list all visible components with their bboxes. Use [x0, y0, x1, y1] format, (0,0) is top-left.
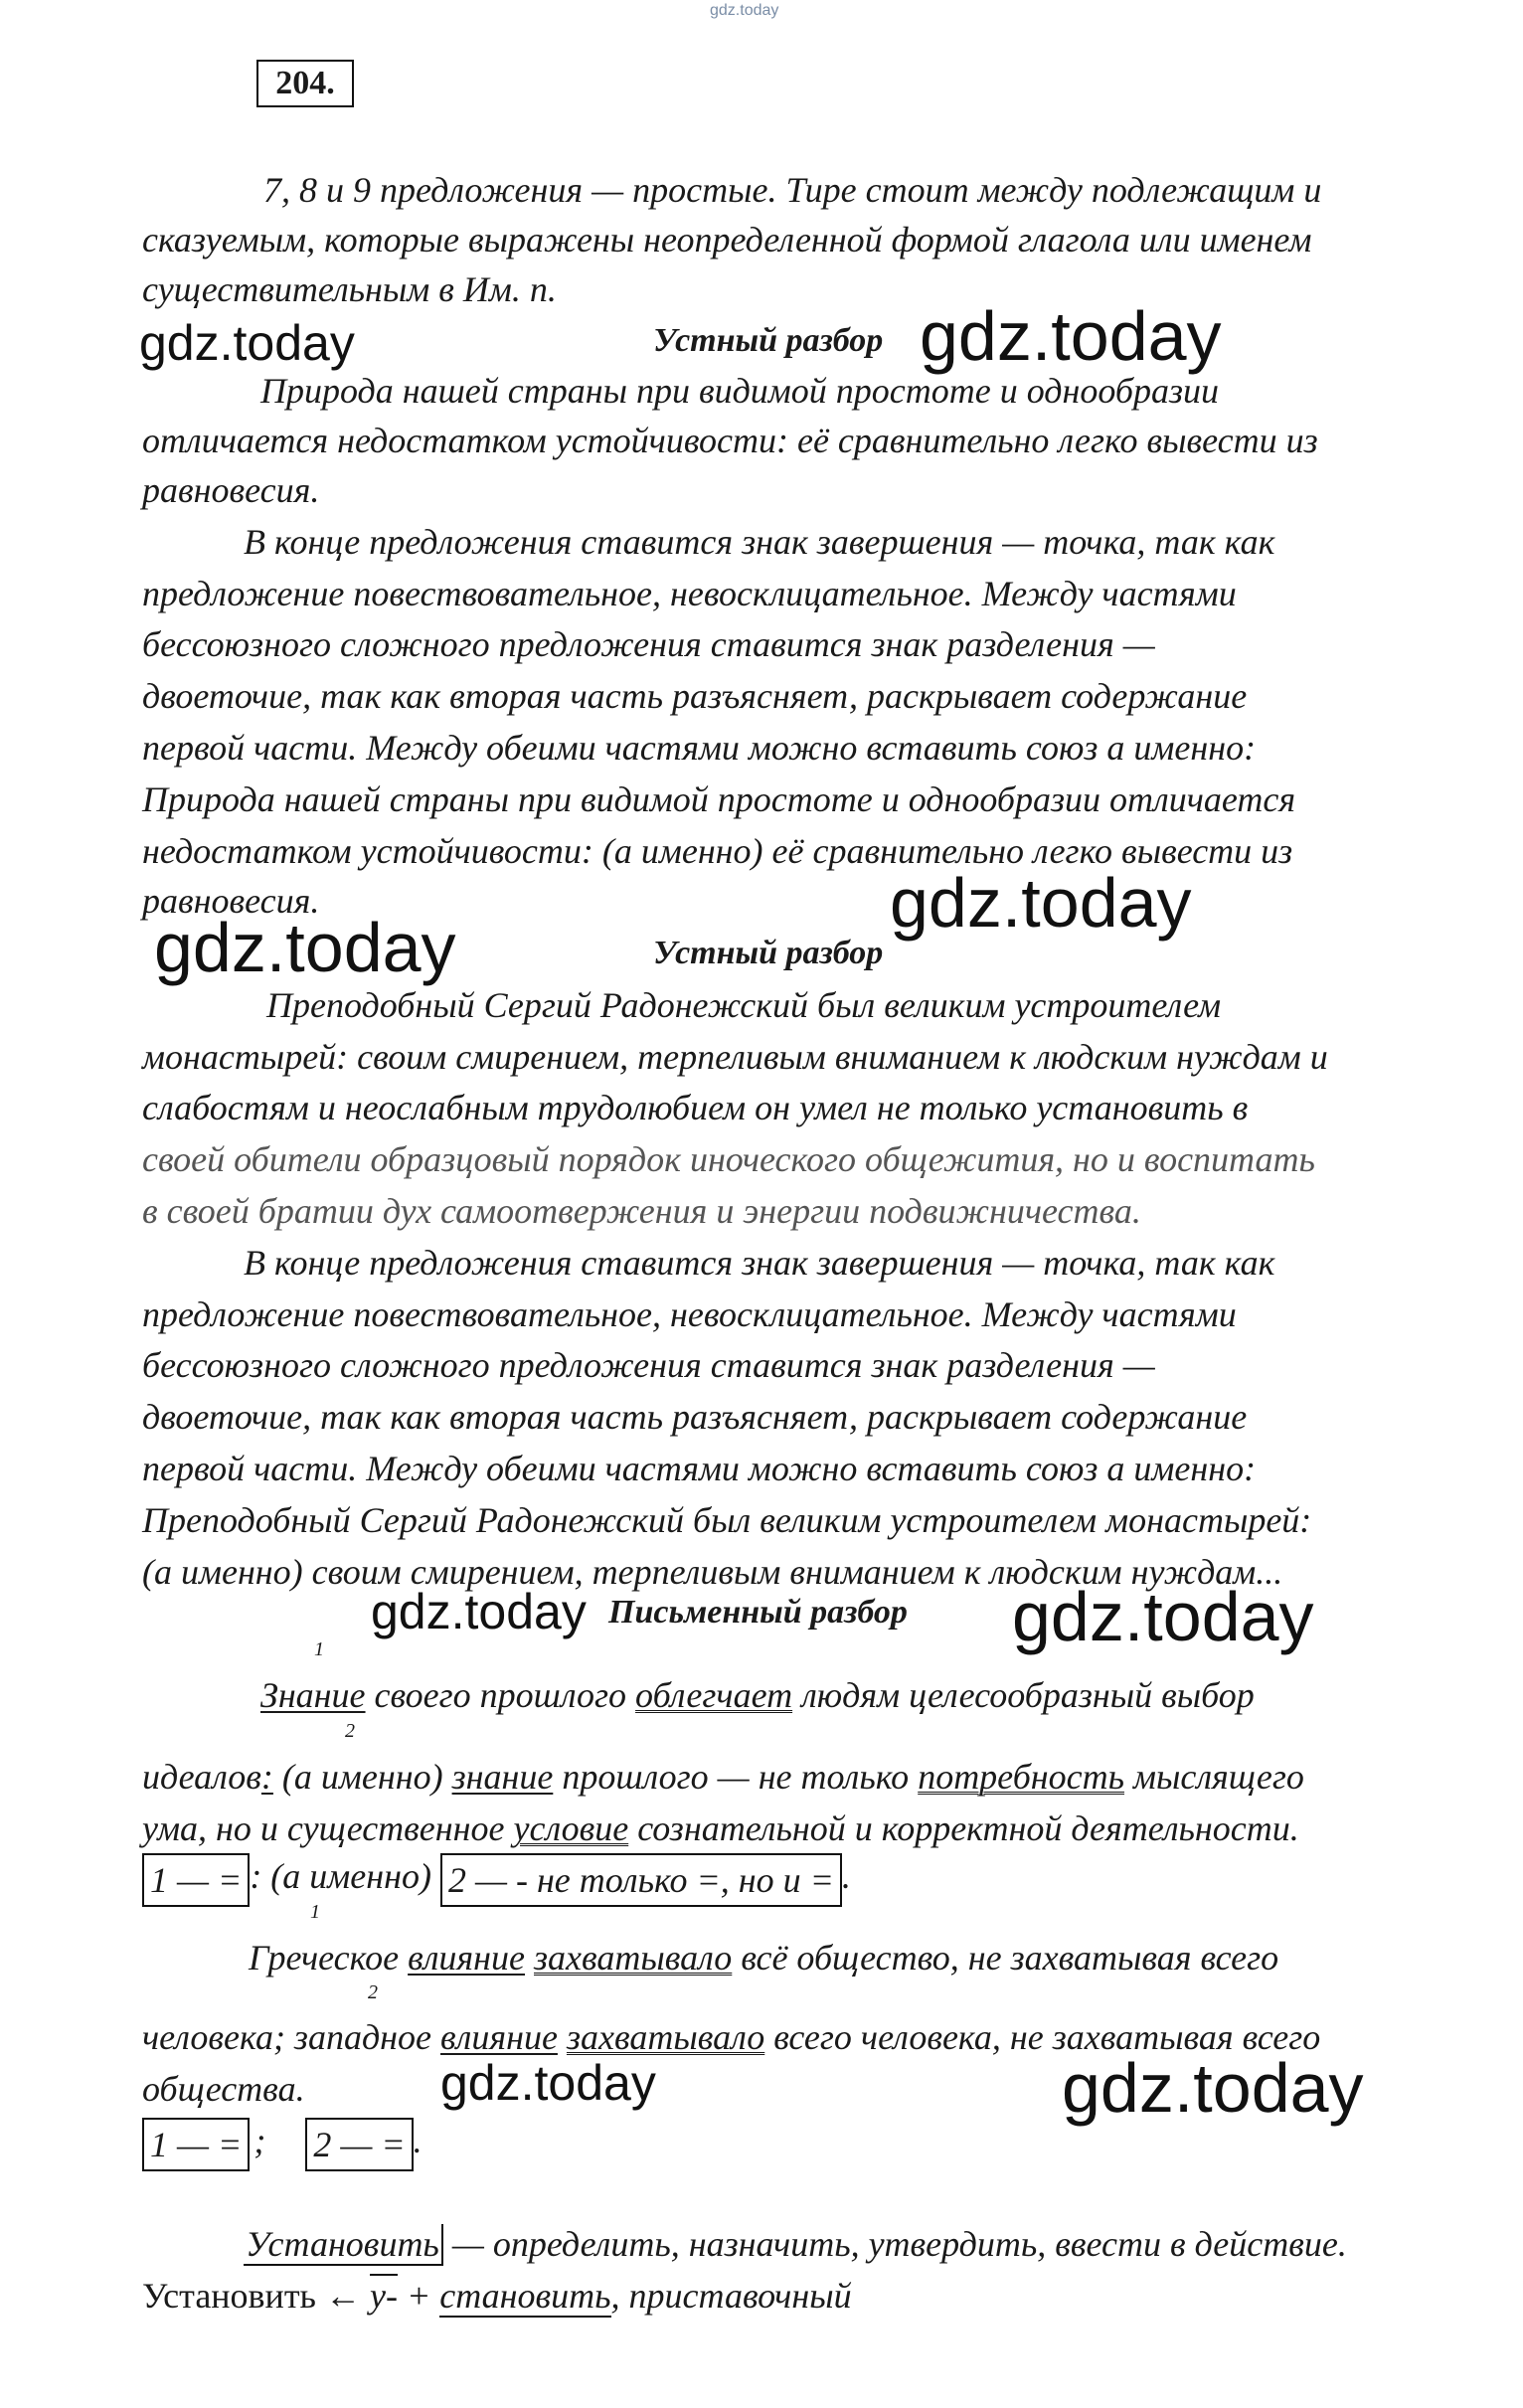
- part-number: 1: [310, 1901, 320, 1923]
- oral1-line: равновесия.: [142, 470, 320, 510]
- oral1-line: Природа нашей страны при видимой простоте и однообразии: [260, 371, 1220, 411]
- word-formation: [142, 2271, 852, 2322]
- oral2-line: своей обители образцовый порядок иноческого общежития, но и воспитать: [142, 1139, 1315, 1179]
- word-definition: [244, 2219, 1347, 2270]
- oral2-line: предложение повествовательное, невосклицательное. Между частями: [142, 1294, 1237, 1334]
- oral1-line: двоеточие, так как вторая часть разъясняет, раскрывает содержание: [142, 676, 1248, 716]
- oral1-line: равновесия.: [142, 881, 320, 921]
- watermark: gdz.today: [371, 1584, 587, 1639]
- base: становить: [439, 2276, 611, 2316]
- text-fragment: своего прошлого: [365, 1675, 636, 1715]
- oral1-line: бессоюзного сложного предложения ставится знак разделения —: [142, 624, 1155, 664]
- word-base: Установить: [142, 2276, 316, 2316]
- scheme-1: [142, 1851, 851, 1907]
- scheme-part-1: 1 — =: [142, 2118, 250, 2171]
- subject: Знание: [260, 1675, 366, 1715]
- text-fragment: Греческое: [249, 1938, 409, 1978]
- scheme-part-1: 1 — =: [142, 1853, 250, 1907]
- oral2-line: бессоюзного сложного предложения ставится знак разделения —: [142, 1345, 1155, 1385]
- oral2-line: в своей братии дух самоотвержения и энергии подвижничества.: [142, 1191, 1141, 1231]
- colon-mark: :: [260, 1757, 273, 1797]
- scheme-link: : (а именно): [250, 1856, 440, 1896]
- sentence1-line3: [142, 1804, 1299, 1854]
- predicate: потребность: [918, 1757, 1125, 1797]
- sentence1-line2: [142, 1752, 1304, 1803]
- oral2-line: (а именно) своим смирением, терпеливым вниманием к людским нуждам...: [142, 1552, 1283, 1592]
- oral1-line: отличается недостатком устойчивости: её сравнительно легко вывести из: [142, 421, 1318, 460]
- text-fragment: ума, но и существенное: [142, 1808, 514, 1848]
- oral2-line: двоеточие, так как вторая часть разъясняет, раскрывает содержание: [142, 1397, 1248, 1437]
- sentence2-line1: [249, 1933, 1278, 1983]
- oral2-line: В конце предложения ставится знак завершения — точка, так как: [244, 1243, 1275, 1283]
- intro-line-1: 7, 8 и 9 предложения — простые. Тире стоит между подлежащим и: [263, 170, 1322, 210]
- text-fragment: идеалов: [142, 1757, 261, 1797]
- part-number: 1: [314, 1638, 324, 1660]
- exercise-number: 204.: [256, 60, 354, 107]
- text-fragment: (а именно): [272, 1757, 452, 1797]
- sentence1-line1: [260, 1670, 1255, 1721]
- part-number: 2: [368, 1981, 378, 2003]
- scheme-end: .: [413, 2121, 423, 2160]
- watermark: gdz.today: [154, 909, 456, 986]
- oral-heading-2: Устный разбор: [653, 935, 884, 971]
- arrow: ←: [315, 2276, 370, 2316]
- oral2-line: Преподобный Сергий Радонежский был великим устроителем: [266, 985, 1222, 1025]
- text-fragment: людям целесообразный выбор: [792, 1675, 1255, 1715]
- oral2-line: первой части. Между обеими частями можно вставить союз а именно:: [142, 1449, 1257, 1488]
- watermark: gdz.today: [920, 297, 1222, 375]
- intro-line-2: сказуемым, которые выражены неопределенной формой глагола или именем: [142, 220, 1312, 259]
- oral2-line: Преподобный Сергий Радонежский был великим устроителем монастырей:: [142, 1500, 1312, 1540]
- scheme-part-2: 2 — =: [305, 2118, 413, 2171]
- watermark: gdz.today: [1012, 1578, 1314, 1655]
- predicate: захватывало: [566, 2017, 765, 2057]
- text-fragment: сознательной и корректной деятельности.: [628, 1808, 1299, 1848]
- oral2-line: слабостям и неослабным трудолюбием он умел не только установить в: [142, 1088, 1249, 1127]
- scheme-link: ;: [254, 2121, 266, 2160]
- text-fragment: всего человека, не захватывая всего: [764, 2017, 1321, 2057]
- subject: знание: [451, 1757, 554, 1797]
- word-stem: Установить: [244, 2224, 443, 2266]
- text-fragment: прошлого — не только: [553, 1757, 919, 1797]
- sentence2-line3: общества.: [142, 2069, 305, 2109]
- subject: влияние: [440, 2017, 558, 2057]
- watermark: gdz.today: [440, 2055, 656, 2111]
- predicate: условие: [513, 1808, 629, 1848]
- oral1-line: недостатком устойчивости: (а именно) её сравнительно легко вывести из: [142, 831, 1293, 871]
- scheme-end: .: [841, 1856, 851, 1896]
- watermark-small: gdz.today: [710, 2, 779, 19]
- text-fragment: мыслящего: [1124, 1757, 1304, 1797]
- watermark: gdz.today: [139, 315, 355, 371]
- scheme-part-2: 2 — - не только =, но и =: [440, 1853, 842, 1907]
- oral1-line: В конце предложения ставится знак завершения — точка, так как: [244, 522, 1275, 562]
- scheme-2: [142, 2116, 423, 2171]
- watermark: gdz.today: [890, 864, 1192, 942]
- subject: влияние: [408, 1938, 525, 1978]
- text-fragment: всё общество, не захватывая всего: [732, 1938, 1279, 1978]
- oral2-line: монастырей: своим смирением, терпеливым вниманием к людским нуждам и: [142, 1037, 1328, 1077]
- plus: +: [397, 2276, 440, 2316]
- formation-type: , приставочный: [610, 2276, 852, 2316]
- oral1-line: первой части. Между обеими частями можно вставить союз а именно:: [142, 728, 1257, 768]
- written-heading: Письменный разбор: [608, 1594, 908, 1631]
- prefix: у-: [369, 2276, 398, 2316]
- oral1-line: предложение повествовательное, невосклицательное. Между частями: [142, 574, 1237, 613]
- oral1-line: Природа нашей страны при видимой простоте и однообразии отличается: [142, 779, 1296, 819]
- predicate: захватывало: [534, 1938, 733, 1978]
- text-fragment: [558, 2017, 567, 2057]
- text-fragment: человека; западное: [142, 2017, 441, 2057]
- intro-line-3: существительным в Им. п.: [142, 269, 557, 309]
- part-number: 2: [345, 1720, 355, 1742]
- definition-text: — определить, назначить, утвердить, ввести в действие.: [442, 2224, 1347, 2264]
- watermark: gdz.today: [1062, 2049, 1364, 2127]
- predicate: облегчает: [635, 1675, 793, 1715]
- text-fragment: [525, 1938, 534, 1978]
- oral-heading-1: Устный разбор: [653, 322, 884, 359]
